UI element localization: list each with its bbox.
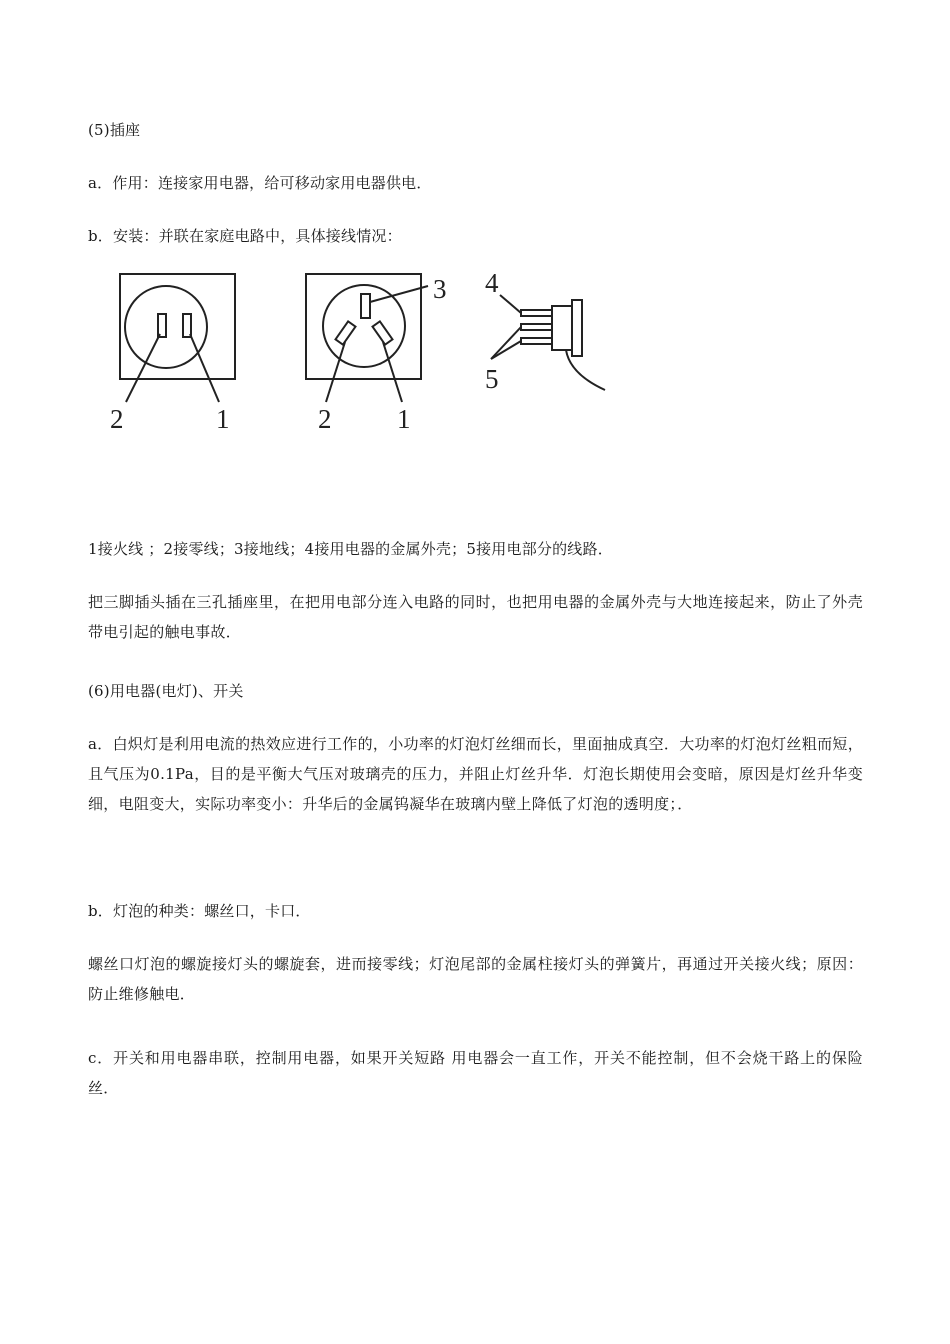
section-5-item-b: b．安装：并联在家庭电路中，具体接线情况： [88,227,402,245]
three-pin-plug [491,295,605,390]
three-pin-note: 把三脚插头插在三孔插座里，在把用电部分连入电路的同时，也把用电器的金属外壳与大地连接起来，防止了外壳带电引起的触电事故． [88,593,863,641]
section-6-heading: (6)用电器(电灯)、开关 [88,682,244,700]
plug-label-4: 4 [485,268,499,298]
section-5-heading: (5)插座 [88,121,141,139]
section-6-item-b: b．灯泡的种类：螺丝口，卡口． [88,902,311,920]
three-hole-label-2: 2 [318,404,332,434]
two-hole-label-1: 1 [216,404,230,434]
section-6-item-c: c．开关和用电器串联，控制用电器，如果开关短路 用电器会一直工作，开关不能控制，但不会烧干路上的保险丝． [88,1049,863,1097]
three-hole-label-3: 3 [433,274,447,304]
socket-wiring-figure [108,262,618,437]
screw-note: 螺丝口灯泡的螺旋接灯头的螺旋套，进而接零线；灯泡尾部的金属柱接灯头的弹簧片，再通过开关接火线；原因：防止维修触电． [88,955,863,1003]
two-hole-label-2: 2 [110,404,124,434]
wiring-note: 1接火线 ；2接零线；3接地线；4接用电器的金属外壳；5接用电部分的线路． [88,540,613,558]
two-hole-socket [120,274,235,402]
section-6-item-a: a．白炽灯是利用电流的热效应进行工作的，小功率的灯泡灯丝细而长，里面抽成真空．大功率的灯泡灯丝粗而短，且气压为0.1Pa，目的是平衡大气压对玻璃壳的压力，并阻止灯丝升华．灯泡长期使用会变暗，原因是灯丝升华变细，电阻变大，实际功率变小：升华后的金属钨凝华在玻璃内壁上降低了灯泡的透明度；． [88,735,863,813]
three-hole-socket [306,274,428,402]
section-5-item-a: a．作用：连接家用电器，给可移动家用电器供电． [88,174,432,192]
plug-label-5: 5 [485,364,499,394]
three-hole-label-1: 1 [397,404,411,434]
